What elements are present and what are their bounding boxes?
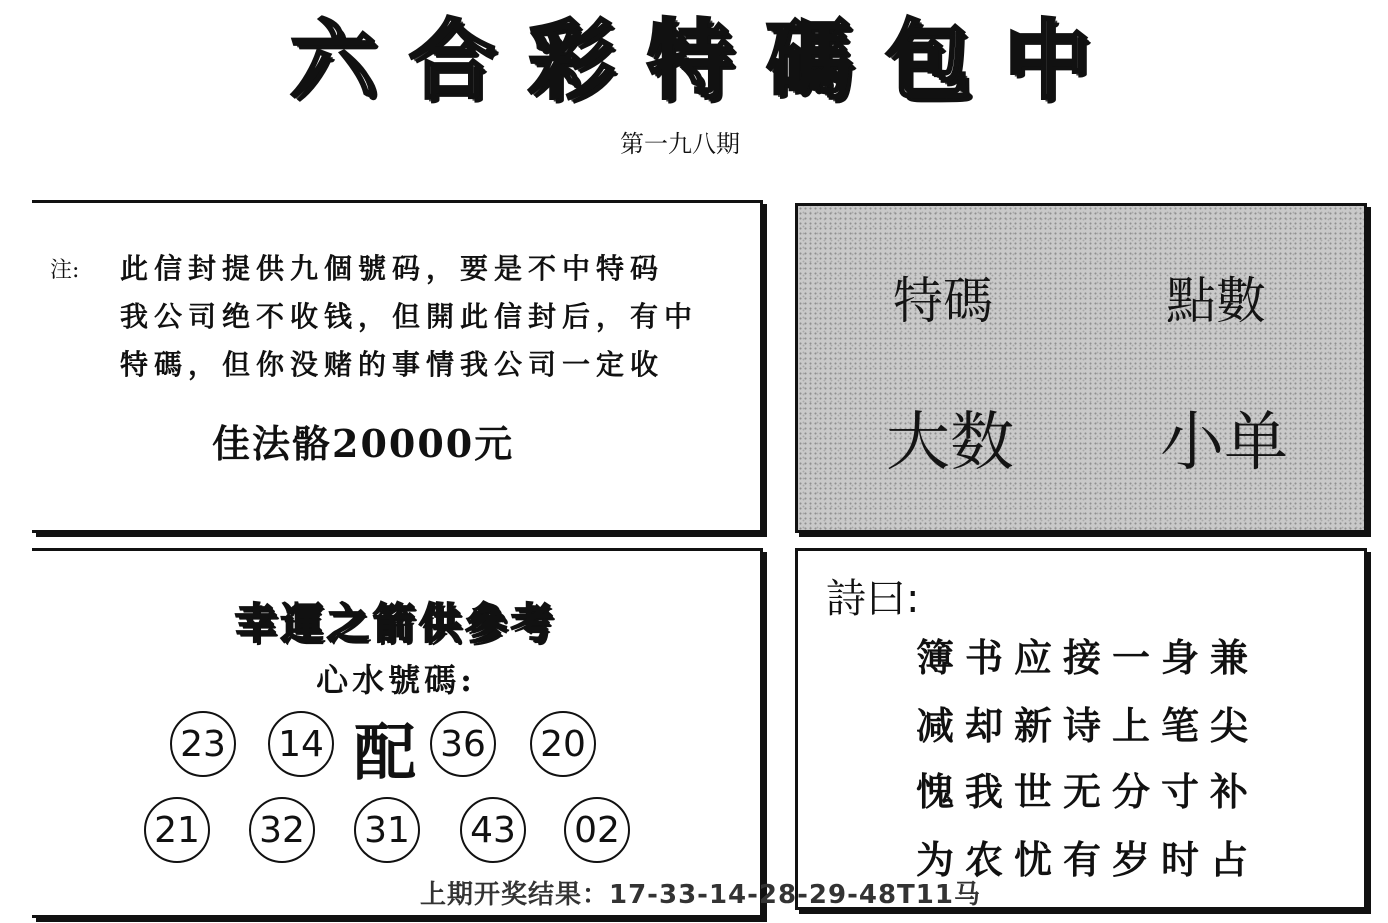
lucky-title: 幸運之箭供參考 bbox=[234, 599, 557, 648]
title-char: 合 bbox=[409, 10, 495, 111]
note-line: 此信封提供九個號码，要是不中特码 bbox=[120, 252, 665, 285]
title-char: 包 bbox=[885, 10, 971, 111]
title-char: 碼 bbox=[766, 10, 852, 111]
number-ball: 43 bbox=[460, 797, 526, 863]
poem-line: 愧我世无分寸补 bbox=[916, 769, 1260, 814]
number-ball: 20 bbox=[530, 711, 596, 777]
lucky-subtitle: 心水號碼: bbox=[316, 661, 476, 699]
note-box bbox=[32, 200, 763, 533]
poem-box bbox=[795, 548, 1367, 910]
poem-title: 詩曰: bbox=[826, 576, 920, 622]
points-header-left: 特碼 bbox=[893, 272, 993, 330]
poem-line: 减却新诗上笔尖 bbox=[916, 703, 1260, 748]
number-ball: 02 bbox=[564, 797, 630, 863]
number-ball: 21 bbox=[144, 797, 210, 863]
last-result-text: 上期开奖结果：17-33-14-28-29-48T11马 bbox=[420, 880, 981, 910]
note-text bbox=[120, 245, 740, 389]
page-title bbox=[290, 6, 1090, 116]
note-line: 特碼，但你没赌的事情我公司一定收 bbox=[120, 348, 665, 381]
number-ball: 32 bbox=[249, 797, 315, 863]
points-value-right: 小单 bbox=[1160, 406, 1288, 480]
pair-label: 配 bbox=[354, 716, 417, 789]
title-char: 中 bbox=[1004, 10, 1090, 111]
points-header-right: 點數 bbox=[1166, 272, 1266, 330]
points-box bbox=[795, 203, 1367, 533]
poem-line: 簿书应接一身兼 bbox=[916, 635, 1260, 680]
issue-number: 第一九八期 bbox=[620, 130, 740, 158]
number-ball: 31 bbox=[354, 797, 420, 863]
title-char: 六 bbox=[290, 10, 376, 111]
title-char: 彩 bbox=[528, 10, 614, 111]
reward-text: 佳法骼20000元 bbox=[212, 421, 515, 466]
number-ball: 23 bbox=[170, 711, 236, 777]
note-label: 注: bbox=[50, 258, 80, 283]
lucky-numbers-box bbox=[32, 548, 763, 918]
number-ball: 36 bbox=[430, 711, 496, 777]
title-char: 特 bbox=[647, 10, 733, 111]
points-value-left: 大数 bbox=[886, 406, 1014, 480]
number-ball: 14 bbox=[268, 711, 334, 777]
poem-line: 为农忧有岁时占 bbox=[916, 837, 1260, 882]
note-line: 我公司绝不收钱，但開此信封后，有中 bbox=[120, 300, 699, 333]
